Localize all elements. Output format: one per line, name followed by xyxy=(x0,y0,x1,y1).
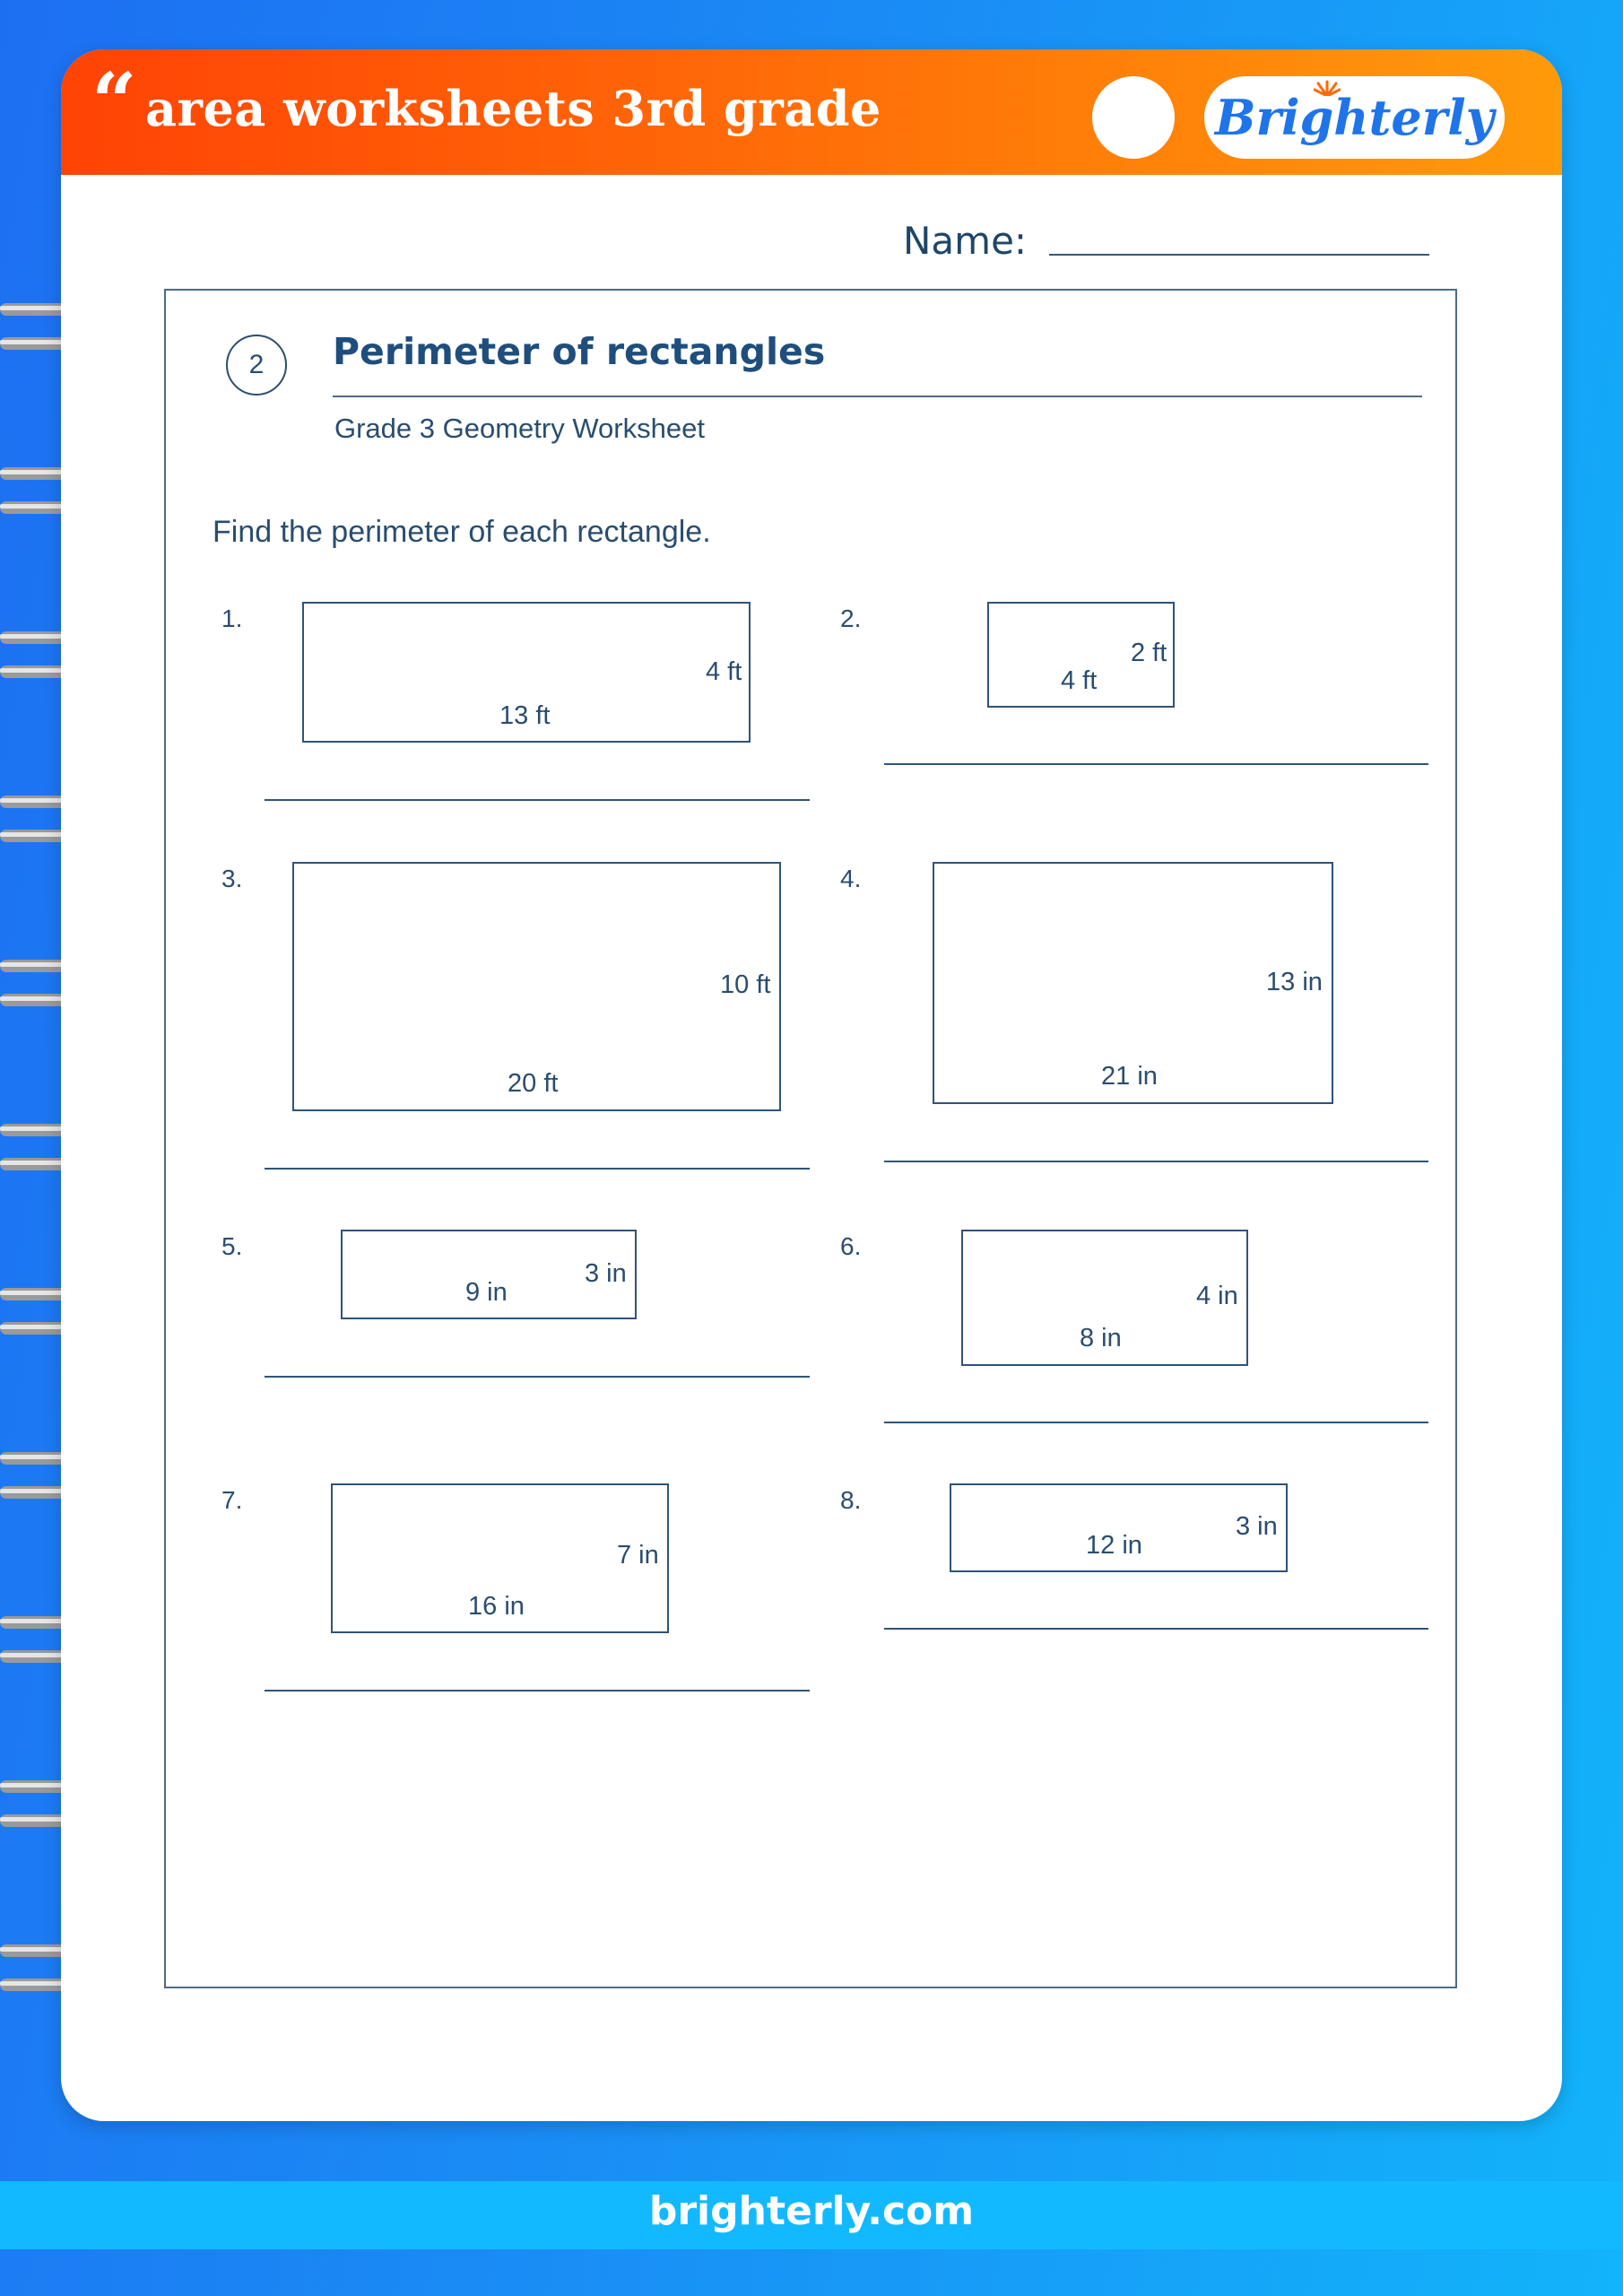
footer-url[interactable]: brighterly.com xyxy=(648,2188,975,2234)
problem-number: 2. xyxy=(840,604,862,632)
length-label: 16 in xyxy=(468,1592,525,1621)
width-label: 10 ft xyxy=(720,970,771,999)
page-title: area worksheets 3rd grade xyxy=(145,80,881,137)
length-label: 9 in xyxy=(465,1278,508,1307)
worksheet-number: 2 xyxy=(226,335,287,396)
quote-icon: “ xyxy=(91,55,137,148)
brighterly-logo[interactable] xyxy=(1204,76,1505,159)
instruction-text: Find the perimeter of each rectangle. xyxy=(213,515,711,549)
length-label: 13 ft xyxy=(499,701,551,730)
width-label: 2 ft xyxy=(1131,639,1167,667)
answer-line[interactable] xyxy=(884,1628,1428,1630)
worksheet-subtitle: Grade 3 Geometry Worksheet xyxy=(334,413,705,444)
length-label: 20 ft xyxy=(508,1069,559,1098)
problem-number: 8. xyxy=(840,1486,862,1514)
width-label: 4 ft xyxy=(706,657,742,686)
problem-number: 7. xyxy=(221,1486,243,1514)
answer-line[interactable] xyxy=(884,763,1428,765)
problem-number: 6. xyxy=(840,1232,862,1260)
length-label: 4 ft xyxy=(1061,666,1098,695)
problem-number: 1. xyxy=(221,604,243,632)
title-divider xyxy=(333,396,1422,397)
width-label: 7 in xyxy=(617,1541,659,1570)
answer-line[interactable] xyxy=(265,1376,810,1378)
circle-button[interactable] xyxy=(1092,76,1175,159)
answer-line[interactable] xyxy=(265,1168,810,1170)
answer-line[interactable] xyxy=(265,1690,810,1692)
header-bar xyxy=(61,49,1562,175)
logo-text: Brighterly xyxy=(1214,89,1495,146)
length-label: 12 in xyxy=(1086,1531,1142,1560)
answer-line[interactable] xyxy=(265,799,810,801)
worksheet-title: Perimeter of rectangles xyxy=(333,330,826,373)
length-label: 8 in xyxy=(1080,1324,1122,1352)
answer-line[interactable] xyxy=(884,1161,1428,1162)
width-label: 3 in xyxy=(1236,1512,1278,1541)
width-label: 3 in xyxy=(585,1259,627,1288)
width-label: 13 in xyxy=(1266,968,1323,996)
problem-number: 5. xyxy=(221,1232,243,1260)
problem-number: 3. xyxy=(221,865,243,892)
length-label: 21 in xyxy=(1101,1062,1158,1091)
problem-number: 4. xyxy=(840,865,862,892)
name-field[interactable] xyxy=(1049,254,1429,256)
width-label: 4 in xyxy=(1196,1282,1238,1310)
answer-line[interactable] xyxy=(884,1422,1428,1423)
name-label: Name: xyxy=(903,219,1028,263)
